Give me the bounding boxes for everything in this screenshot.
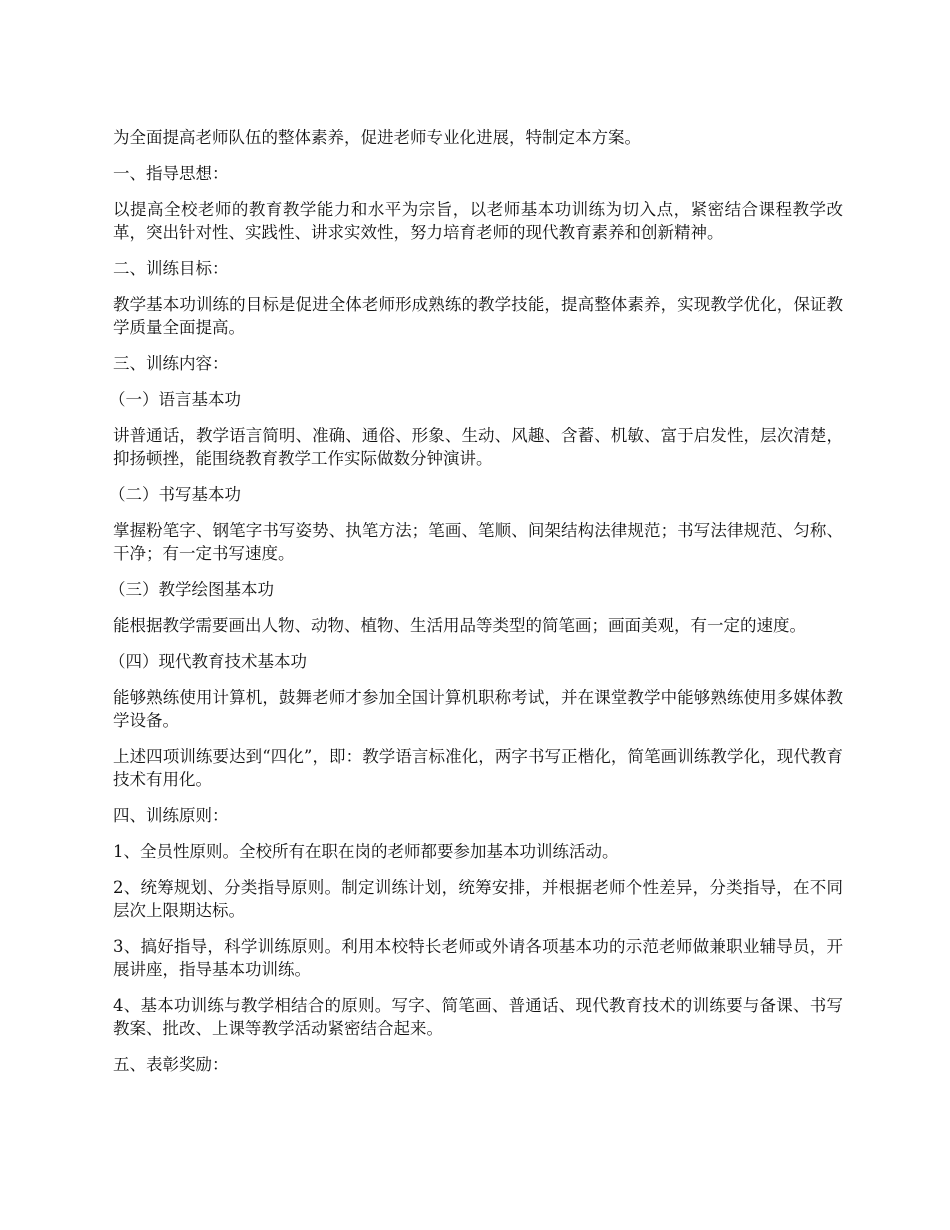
language-skill-paragraph: 讲普通话，教学语言简明、准确、通俗、形象、生动、风趣、含蓄、机敏、富于启发性，层次清楚，抑扬顿挫，能围绕教育教学工作实际做数分钟演讲。	[113, 426, 843, 468]
principle-3-paragraph: 3、搞好指导，科学训练原则。利用本校特长老师或外请各项基本功的示范老师做兼职业辅导员，开展讲座，指导基本功训练。	[113, 937, 843, 979]
guiding-thought-paragraph: 以提高全校老师的教育教学能力和水平为宗旨，以老师基本功训练为切入点，紧密结合课程教学改革，突出针对性、实践性、讲求实效性，努力培育老师的现代教育素养和创新精神。	[113, 200, 843, 242]
training-goal-paragraph: 教学基本功训练的目标是促进全体老师形成熟练的教学技能，提高整体素养，实现教学优化，保证教学质量全面提高。	[113, 295, 843, 337]
subheading-tech-skill: （四）现代教育技术基本功	[109, 652, 307, 671]
subheading-language-skill: （一）语言基本功	[109, 390, 241, 409]
section-heading-training-content: 三、训练内容：	[113, 354, 229, 373]
subheading-drawing-skill: （三）教学绘图基本功	[109, 580, 274, 599]
section-heading-guiding-thought: 一、指导思想：	[113, 164, 229, 183]
section-heading-rewards: 五、表彰奖励：	[113, 1055, 229, 1074]
principle-4-paragraph: 4、基本功训练与教学相结合的原则。写字、简笔画、普通话、现代教育技术的训练要与备课、书写教案、批改、上课等教学活动紧密结合起来。	[113, 996, 843, 1038]
document-body	[109, 126, 843, 1089]
tech-skill-paragraph: 能够熟练使用计算机，鼓舞老师才参加全国计算机职称考试，并在课堂教学中能够熟练使用多媒体教学设备。	[113, 688, 843, 730]
intro-paragraph: 为全面提高老师队伍的整体素养，促进老师专业化进展，特制定本方案。	[113, 128, 641, 147]
section-heading-training-goal: 二、训练目标：	[113, 259, 229, 278]
four-standards-paragraph: 上述四项训练要达到“四化”，即：教学语言标准化，两字书写正楷化，简笔画训练教学化，现代教育技术有用化。	[113, 747, 843, 789]
writing-skill-paragraph: 掌握粉笔字、钢笔字书写姿势、执笔方法；笔画、笔顺、间架结构法律规范；书写法律规范、匀称、干净；有一定书写速度。	[113, 521, 843, 563]
principle-1-paragraph: 1、全员性原则。全校所有在职在岗的老师都要参加基本功训练活动。	[113, 842, 619, 861]
subheading-writing-skill: （二）书写基本功	[109, 485, 241, 504]
drawing-skill-paragraph: 能根据教学需要画出人物、动物、植物、生活用品等类型的简笔画；画面美观，有一定的速度。	[113, 616, 806, 635]
principle-2-paragraph: 2、统筹规划、分类指导原则。制定训练计划，统筹安排，并根据老师个性差异，分类指导，在不同层次上限期达标。	[113, 878, 843, 920]
section-heading-training-principles: 四、训练原则：	[113, 806, 229, 825]
